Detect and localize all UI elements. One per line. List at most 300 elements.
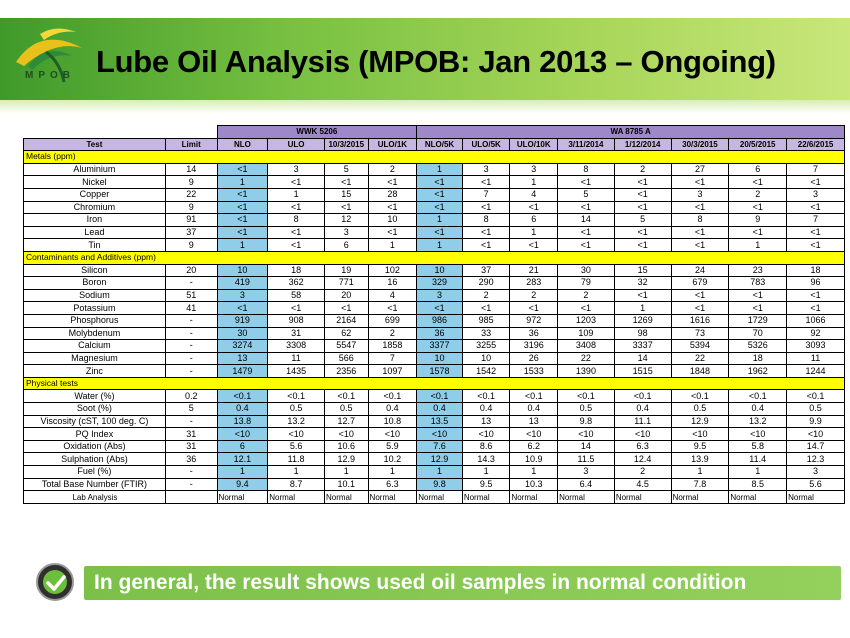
value-cell: <1 [614,239,671,252]
value-cell: 1097 [368,365,417,378]
lab-result-cell: Normal [268,491,325,504]
value-cell: 5.6 [787,478,845,491]
value-cell: 0.5 [324,403,368,416]
value-cell: 1578 [417,365,463,378]
value-cell: <1 [787,239,845,252]
value-cell: 1 [368,239,417,252]
value-cell: <10 [324,428,368,441]
value-cell: 2 [462,289,510,302]
table-row [24,390,845,403]
group-header-row [24,126,845,139]
limit-cell: 31 [165,440,217,453]
value-cell: 9.5 [671,440,729,453]
value-cell: 1 [417,239,463,252]
lab-result-cell: Normal [417,491,463,504]
value-cell: <1 [368,226,417,239]
value-cell: 7 [787,214,845,227]
value-cell: 3 [417,289,463,302]
test-name: Oxidation (Abs) [24,440,166,453]
lab-result-cell: Normal [368,491,417,504]
value-cell: 0.4 [417,403,463,416]
value-cell: <10 [787,428,845,441]
test-name: Sulphation (Abs) [24,453,166,466]
value-cell: 8 [268,214,325,227]
value-cell: 3 [324,226,368,239]
value-cell: <1 [462,302,510,315]
value-cell: 1729 [729,314,787,327]
value-cell: 8.7 [268,478,325,491]
value-cell: 7.6 [417,440,463,453]
value-cell: 1962 [729,365,787,378]
value-cell: <1 [614,176,671,189]
value-cell: <10 [217,428,268,441]
limit-cell: 5 [165,403,217,416]
value-cell: 14 [614,352,671,365]
value-cell: 1 [217,466,268,479]
value-cell: 13.5 [417,415,463,428]
test-name: Aluminium [24,163,166,176]
column-header: NLO [217,138,268,151]
page-title: Lube Oil Analysis (MPOB: Jan 2013 – Ongoing) [96,44,776,79]
value-cell: 98 [614,327,671,340]
value-cell: 9 [729,214,787,227]
value-cell: 0.4 [462,403,510,416]
logo-text: MPOB [25,70,75,81]
value-cell: 8 [462,214,510,227]
value-cell: 12.4 [614,453,671,466]
value-cell: 1 [268,466,325,479]
lab-result-cell: Normal [510,491,558,504]
value-cell: 8.5 [729,478,787,491]
value-cell: 0.5 [558,403,615,416]
value-cell: 13.8 [217,415,268,428]
value-cell: 283 [510,277,558,290]
value-cell: <1 [671,239,729,252]
value-cell: 13 [462,415,510,428]
value-cell: 14.7 [787,440,845,453]
value-cell: <1 [671,201,729,214]
value-cell: <0.1 [671,390,729,403]
table-row [24,478,845,491]
value-cell: 11 [787,352,845,365]
value-cell: 1 [368,466,417,479]
value-cell: 771 [324,277,368,290]
value-cell: <1 [558,176,615,189]
table-row [24,466,845,479]
value-cell: 18 [787,264,845,277]
value-cell: <1 [787,289,845,302]
value-cell: <1 [268,201,325,214]
value-cell: 8 [558,163,615,176]
value-cell: 28 [368,188,417,201]
group-header-spacer [24,126,218,139]
value-cell: <1 [787,226,845,239]
value-cell: 5394 [671,340,729,353]
value-cell: 70 [729,327,787,340]
value-cell: 5.8 [729,440,787,453]
lab-result-cell: Normal [217,491,268,504]
table-row [24,264,845,277]
value-cell: 4.5 [614,478,671,491]
lab-result-cell: Normal [462,491,510,504]
lab-result-cell: Normal [729,491,787,504]
value-cell: 12 [324,214,368,227]
test-name: Soot (%) [24,403,166,416]
value-cell: 1616 [671,314,729,327]
test-name: PQ Index [24,428,166,441]
column-header: NLO/5K [417,138,463,151]
value-cell: 10 [217,264,268,277]
value-cell: 1 [510,176,558,189]
test-name: Nickel [24,176,166,189]
value-cell: 79 [558,277,615,290]
value-cell: 1858 [368,340,417,353]
value-cell: 1479 [217,365,268,378]
column-header: 10/3/2015 [324,138,368,151]
value-cell: 10 [417,264,463,277]
value-cell: 6.2 [510,440,558,453]
value-cell: 7 [368,352,417,365]
table-row [24,403,845,416]
value-cell: 985 [462,314,510,327]
value-cell: 1 [462,466,510,479]
value-cell: 783 [729,277,787,290]
value-cell: 0.5 [787,403,845,416]
column-header: 3/11/2014 [558,138,615,151]
lube-oil-analysis-table [23,125,845,504]
table-row [24,226,845,239]
value-cell: <1 [217,163,268,176]
value-cell: 329 [417,277,463,290]
value-cell: <1 [324,201,368,214]
value-cell: <1 [614,201,671,214]
value-cell: <1 [417,176,463,189]
value-cell: 33 [462,327,510,340]
value-cell: 10 [462,352,510,365]
value-cell: <1 [787,176,845,189]
limit-cell: 37 [165,226,217,239]
test-name: Silicon [24,264,166,277]
value-cell: 19 [324,264,368,277]
value-cell: 11.8 [268,453,325,466]
value-cell: <10 [368,428,417,441]
value-cell: 7 [787,163,845,176]
value-cell: <1 [729,289,787,302]
value-cell: 2164 [324,314,368,327]
value-cell: <1 [671,176,729,189]
value-cell: 1 [324,466,368,479]
value-cell: 36 [417,327,463,340]
value-cell: 6 [729,163,787,176]
conclusion-banner [84,566,841,600]
value-cell: 62 [324,327,368,340]
limit-cell: 51 [165,289,217,302]
value-cell: 9.5 [462,478,510,491]
test-name: Viscosity (cST, 100 deg. C) [24,415,166,428]
group-header-wwk: WWK 5206 [217,126,417,139]
table-row [24,289,845,302]
column-header: ULO/10K [510,138,558,151]
column-header-row [24,138,845,151]
value-cell: 15 [324,188,368,201]
header-fade [0,100,850,114]
test-name: Iron [24,214,166,227]
column-header: ULO/1K [368,138,417,151]
value-cell: <1 [368,176,417,189]
table-row [24,176,845,189]
value-cell: <1 [217,302,268,315]
value-cell: 1269 [614,314,671,327]
value-cell: <1 [462,201,510,214]
value-cell: 5 [324,163,368,176]
value-cell: 5547 [324,340,368,353]
value-cell: 1 [729,239,787,252]
value-cell: 1 [217,176,268,189]
value-cell: <0.1 [417,390,463,403]
test-name: Copper [24,188,166,201]
value-cell: 3 [510,163,558,176]
table-row [24,188,845,201]
value-cell: 96 [787,277,845,290]
limit-cell: 9 [165,239,217,252]
value-cell: 1244 [787,365,845,378]
value-cell: 32 [614,277,671,290]
value-cell: 11.5 [558,453,615,466]
section-title: Physical tests [24,377,845,390]
value-cell: 14 [558,214,615,227]
value-cell: <1 [324,302,368,315]
limit-cell: - [165,478,217,491]
lab-result-cell: Normal [614,491,671,504]
value-cell: 12.9 [417,453,463,466]
value-cell: 27 [671,163,729,176]
value-cell: 22 [671,352,729,365]
limit-cell: 9 [165,176,217,189]
value-cell: <1 [614,188,671,201]
value-cell: <0.1 [268,390,325,403]
value-cell: 1 [614,302,671,315]
value-cell: 5326 [729,340,787,353]
checkmark-icon [46,574,66,592]
value-cell: <1 [368,302,417,315]
value-cell: 1390 [558,365,615,378]
column-header: 20/5/2015 [729,138,787,151]
value-cell: <1 [324,176,368,189]
value-cell: 2 [510,289,558,302]
value-cell: <10 [462,428,510,441]
table-row [24,340,845,353]
value-cell: <1 [510,239,558,252]
value-cell: <1 [417,201,463,214]
table-row [24,440,845,453]
value-cell: 30 [558,264,615,277]
value-cell: 6.4 [558,478,615,491]
value-cell: 9.9 [787,415,845,428]
value-cell: 23 [729,264,787,277]
lab-result-cell: Normal [787,491,845,504]
value-cell: 2 [368,327,417,340]
column-header: ULO [268,138,325,151]
value-cell: 919 [217,314,268,327]
value-cell: <0.1 [787,390,845,403]
value-cell: 8 [671,214,729,227]
value-cell: <1 [462,176,510,189]
value-cell: 3 [217,289,268,302]
value-cell: 3 [462,163,510,176]
value-cell: <0.1 [324,390,368,403]
test-name: Water (%) [24,390,166,403]
value-cell: <0.1 [510,390,558,403]
value-cell: 10.8 [368,415,417,428]
analysis-table-container [23,125,845,504]
limit-cell: - [165,466,217,479]
value-cell: 0.5 [671,403,729,416]
column-header: Test [24,138,166,151]
value-cell: 11.1 [614,415,671,428]
test-name: Potassium [24,302,166,315]
value-cell: 12.3 [787,453,845,466]
value-cell: 6 [324,239,368,252]
value-cell: 0.5 [268,403,325,416]
value-cell: <0.1 [614,390,671,403]
table-row [24,239,845,252]
value-cell: 20 [324,289,368,302]
value-cell: 7 [462,188,510,201]
table-row [24,428,845,441]
value-cell: <1 [217,188,268,201]
value-cell: 1 [217,239,268,252]
limit-cell: - [165,365,217,378]
value-cell: <1 [729,176,787,189]
limit-cell: - [165,277,217,290]
group-header-wa: WA 8785 A [417,126,845,139]
value-cell: 58 [268,289,325,302]
value-cell: <1 [417,302,463,315]
value-cell: 3 [671,188,729,201]
value-cell: 10 [368,214,417,227]
value-cell: 0.4 [368,403,417,416]
value-cell: 12.9 [671,415,729,428]
value-cell: <1 [217,214,268,227]
value-cell: 2 [614,466,671,479]
value-cell: 3 [787,188,845,201]
value-cell: <0.1 [729,390,787,403]
value-cell: <1 [729,302,787,315]
value-cell: 1515 [614,365,671,378]
value-cell: <1 [268,226,325,239]
value-cell: <1 [787,201,845,214]
value-cell: 0.4 [729,403,787,416]
value-cell: 5 [614,214,671,227]
value-cell: 3408 [558,340,615,353]
value-cell: 1203 [558,314,615,327]
value-cell: 566 [324,352,368,365]
value-cell: 10 [417,352,463,365]
lab-result-cell: Normal [324,491,368,504]
value-cell: 14.3 [462,453,510,466]
table-row [24,214,845,227]
column-header: ULO/5K [462,138,510,151]
table-row [24,327,845,340]
table-body [24,151,845,504]
value-cell: 290 [462,277,510,290]
value-cell: 13 [510,415,558,428]
value-cell: 9.8 [417,478,463,491]
value-cell: 14 [558,440,615,453]
value-cell: <1 [671,226,729,239]
value-cell: 972 [510,314,558,327]
value-cell: <0.1 [558,390,615,403]
value-cell: 13.2 [729,415,787,428]
lab-result-cell: Normal [671,491,729,504]
value-cell: <1 [510,201,558,214]
value-cell: 6 [217,440,268,453]
value-cell: 1 [671,466,729,479]
value-cell: 16 [368,277,417,290]
value-cell: 362 [268,277,325,290]
value-cell: 0.4 [614,403,671,416]
value-cell: 1 [510,466,558,479]
test-name: Boron [24,277,166,290]
value-cell: 109 [558,327,615,340]
value-cell: 26 [510,352,558,365]
test-name: Fuel (%) [24,466,166,479]
value-cell: 102 [368,264,417,277]
value-cell: 3 [268,163,325,176]
limit-cell: 41 [165,302,217,315]
test-name: Sodium [24,289,166,302]
value-cell: 10.3 [510,478,558,491]
section-row [24,151,845,164]
value-cell: <1 [217,226,268,239]
value-cell: <10 [671,428,729,441]
value-cell: 5 [558,188,615,201]
test-name: Tin [24,239,166,252]
value-cell: 3 [558,466,615,479]
value-cell: 13 [217,352,268,365]
column-header: 22/6/2015 [787,138,845,151]
value-cell: <1 [417,188,463,201]
test-name: Zinc [24,365,166,378]
value-cell: 1066 [787,314,845,327]
value-cell: 1 [417,163,463,176]
value-cell: 6.3 [614,440,671,453]
value-cell: <1 [787,302,845,315]
value-cell: 10.6 [324,440,368,453]
test-name: Chromium [24,201,166,214]
value-cell: <1 [558,226,615,239]
value-cell: 2 [368,163,417,176]
value-cell: 10.9 [510,453,558,466]
value-cell: <1 [558,302,615,315]
value-cell: 24 [671,264,729,277]
value-cell: 419 [217,277,268,290]
limit-cell: - [165,352,217,365]
value-cell: <1 [217,201,268,214]
value-cell: 1 [729,466,787,479]
table-row [24,352,845,365]
value-cell: 1 [417,214,463,227]
value-cell: <1 [729,226,787,239]
value-cell: <10 [268,428,325,441]
value-cell: 1 [417,466,463,479]
test-name: Phosphorus [24,314,166,327]
value-cell: 986 [417,314,463,327]
section-title: Contaminants and Additives (ppm) [24,251,845,264]
value-cell: 3308 [268,340,325,353]
table-row [24,163,845,176]
test-name: Molybdenum [24,327,166,340]
